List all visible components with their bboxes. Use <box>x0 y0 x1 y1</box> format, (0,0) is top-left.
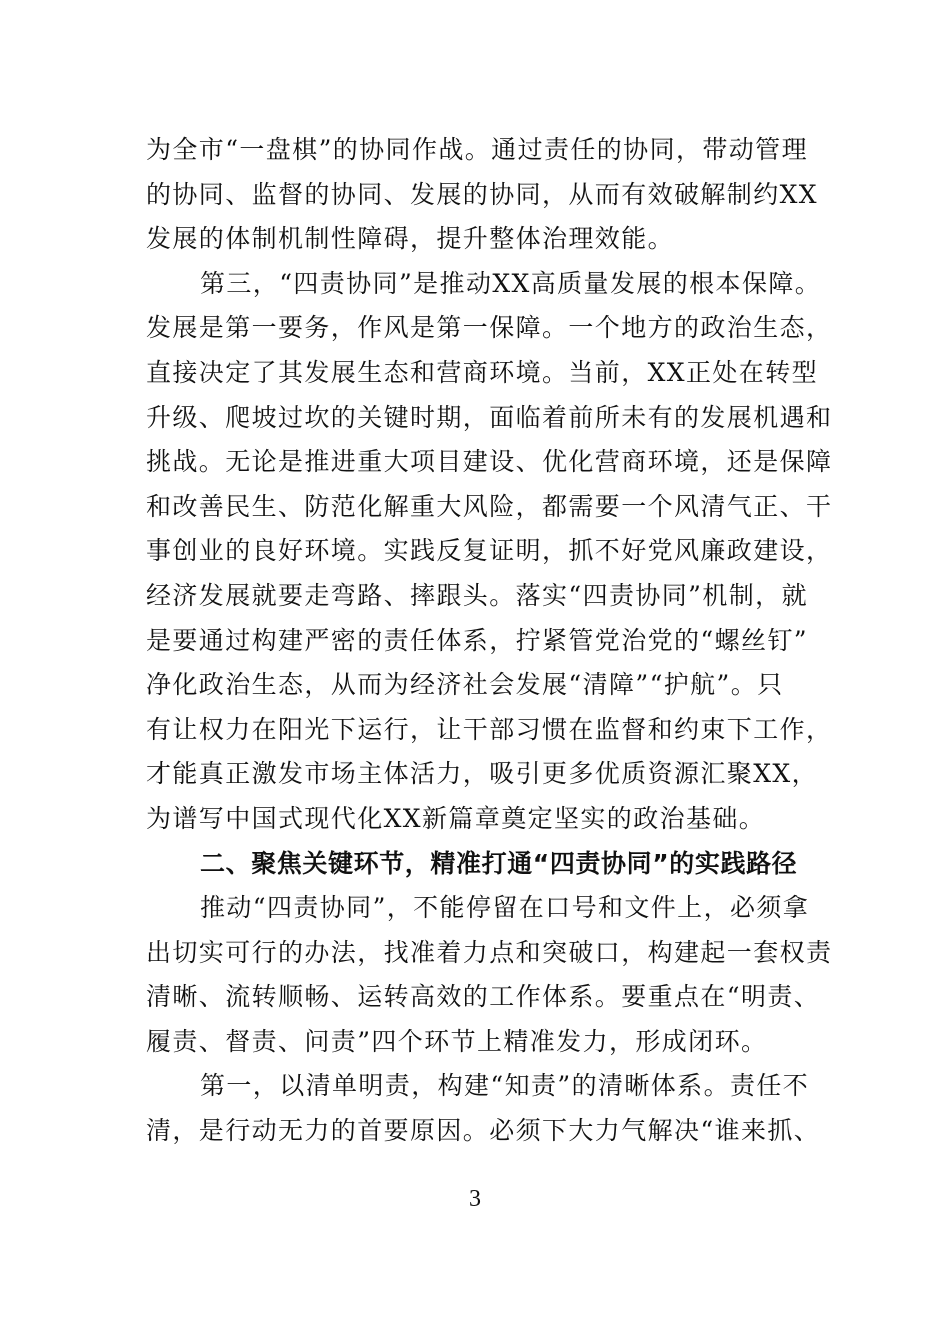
text-line: 净化政治生态，从而为经济社会发展“清障”“护航”。只 <box>146 670 784 700</box>
paragraph-start-line: 推动“四责协同”，不能停留在口号和文件上，必须拿 <box>200 893 810 923</box>
text-line: 是要通过构建严密的责任体系，拧紧管党治党的“螺丝钉” <box>146 625 808 655</box>
paragraph-start-line: 第一，以清单明责，构建“知责”的清晰体系。责任不 <box>200 1071 810 1101</box>
text-line: 事创业的良好环境。实践反复证明，抓不好党风廉政建设， <box>146 536 833 566</box>
text-line: 发展的体制机制性障碍，提升整体治理效能。 <box>146 224 675 254</box>
text-line: 的协同、监督的协同、发展的协同，从而有效破解制约XX <box>146 179 818 209</box>
text-line: 清，是行动无力的首要原因。必须下大力气解决“谁来抓、 <box>146 1116 821 1146</box>
text-line: 清晰、流转顺畅、运转高效的工作体系。要重点在“明责、 <box>146 982 821 1012</box>
text-line: 直接决定了其发展生态和营商环境。当前，XX正处在转型 <box>146 357 818 387</box>
text-line: 履责、督责、问责”四个环节上精准发力，形成闭环。 <box>146 1026 768 1056</box>
text-line: 升级、爬坡过坎的关键时期，面临着前所未有的发展机遇和 <box>146 402 833 432</box>
text-line: 出切实可行的办法，找准着力点和突破口，构建起一套权责 <box>146 937 833 967</box>
paragraph-start-line: 第三，“四责协同”是推动XX高质量发展的根本保障。 <box>200 268 822 298</box>
text-line: 有让权力在阳光下运行，让干部习惯在监督和约束下工作， <box>146 714 833 744</box>
body-text <box>146 128 833 1154</box>
text-line: 为全市“一盘棋”的协同作战。通过责任的协同，带动管理 <box>146 135 808 164</box>
text-line: 经济发展就要走弯路、摔跟头。落实“四责协同”机制，就 <box>146 580 808 610</box>
text-line: 发展是第一要务，作风是第一保障。一个地方的政治生态， <box>146 313 833 343</box>
text-line: 和改善民生、防范化解重大风险，都需要一个风清气正、干 <box>146 491 833 521</box>
page-number: 3 <box>469 1186 481 1212</box>
section-heading: 二、聚焦关键环节，精准打通“四责协同”的实践路径 <box>200 848 798 878</box>
text-line: 挑战。无论是推进重大项目建设、优化营商环境，还是保障 <box>146 447 833 477</box>
text-line: 为谱写中国式现代化XX新篇章奠定坚实的政治基础。 <box>146 803 766 833</box>
text-line: 才能真正激发市场主体活力，吸引更多优质资源汇聚XX， <box>146 759 818 789</box>
